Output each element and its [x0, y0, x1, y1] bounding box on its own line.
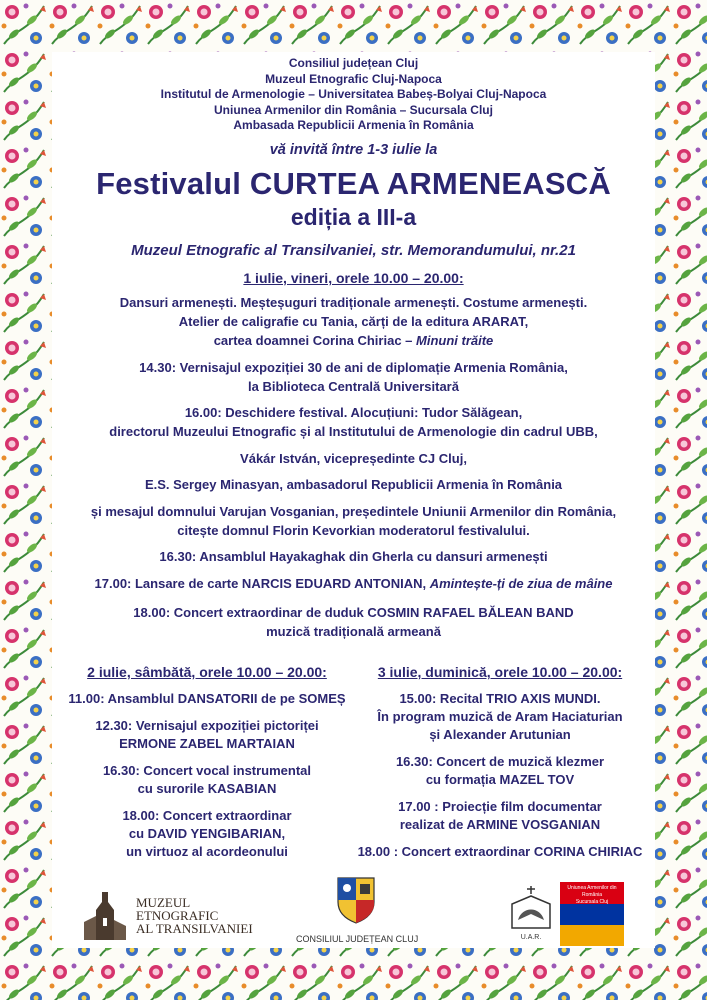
text-line: 14.30: Vernisajul expoziției 30 de ani de diplomație Armenia România, — [139, 360, 568, 375]
day2-event — [62, 717, 352, 753]
text-line: și mesajul domnului Varujan Vosganian, președintele Uniunii Armenilor din România, — [90, 504, 617, 519]
day3-header: 3 iulie, duminică, orele 10.00 – 20.00: — [377, 664, 623, 680]
text-line: Dansuri armenești. Meșteșuguri tradiționale armenești. Costume armenești. — [119, 295, 588, 310]
day3-event — [352, 690, 648, 744]
council-logo — [296, 876, 419, 948]
text-segment: cartea doamnei Corina Chiriac – — [213, 333, 416, 348]
day1-paragraph-1 — [0, 293, 707, 350]
organizer-line: Uniunea Armenilor din România – Sucursala Cluj — [214, 102, 493, 117]
armenian-union-flag — [560, 882, 624, 946]
text-line: cu formația MAZEL TOV — [425, 772, 575, 787]
eagle-icon — [508, 884, 554, 936]
text-segment: 17.00: Lansare de carte NARCIS EDUARD ANTONIAN, — [94, 576, 430, 591]
organizer-line: Muzeul Etnografic Cluj-Napoca — [265, 71, 442, 86]
text-line: un virtuoz al acordeonului — [126, 844, 288, 859]
day3-column — [352, 664, 648, 870]
day1-paragraph-9 — [0, 603, 707, 641]
venue-line: Muzeul Etnografic al Transilvaniei, str. Memorandumului, nr.21 — [131, 242, 576, 259]
text-line: 12.30: Vernisajul expoziției pictoriței — [95, 718, 319, 733]
church-icon — [80, 888, 130, 944]
text-line: și Alexander Arutunian — [429, 727, 571, 742]
day2-event — [62, 762, 352, 798]
text-line: 15.00: Recital TRIO AXIS MUNDI. — [399, 691, 601, 706]
text-line: 16.00: Deschidere festival. Alocuțiuni: Tudor Sălăgean, — [184, 405, 523, 420]
invitation-line: vă invită între 1-3 iulie la — [269, 142, 438, 158]
day1-header: 1 iulie, vineri, orele 10.00 – 20.00: — [243, 270, 464, 286]
book-title: Amintește-ți de ziua de mâine — [429, 576, 613, 591]
uar-logo-text: U.A.R. — [520, 934, 542, 941]
flag-blue-stripe — [560, 904, 624, 925]
book-title: Minuni trăite — [416, 333, 494, 348]
day2-event — [62, 807, 352, 861]
flag-orange-stripe — [560, 925, 624, 946]
organizer-line: Consiliul județean Cluj — [288, 56, 419, 70]
day3-event — [352, 798, 648, 834]
text-line: cu surorile KASABIAN — [137, 781, 277, 796]
text-line: citește domnul Florin Kevorkian moderatorul festivalului. — [177, 523, 530, 538]
text-line: 16.30: Concert vocal instrumental — [102, 763, 312, 778]
day1-paragraph-5: E.S. Sergey Minasyan, ambasadorul Republicii Armenia în România — [144, 477, 563, 492]
museum-logo-line: ETNOGRAFIC — [136, 908, 219, 923]
text-line — [0, 331, 707, 350]
text-line: muzică tradițională armeană — [266, 624, 441, 639]
day1-paragraph-8 — [0, 574, 707, 593]
flag-text-line: Uniunea Armenilor din România — [567, 885, 617, 898]
museum-logo-line: MUZEUL — [136, 895, 191, 910]
flag-red-stripe — [560, 882, 624, 904]
day2-column — [62, 664, 352, 870]
day1-paragraph-3 — [0, 403, 707, 441]
council-logo-text: CONSILIUL JUDEȚEAN CLUJ — [296, 934, 419, 944]
text-line: 17.00 : Proiecție film documentar — [398, 799, 602, 814]
day2-event — [62, 690, 352, 708]
day3-event — [352, 753, 648, 789]
day1-paragraph-2 — [0, 358, 707, 396]
text-line: Atelier de caligrafie cu Tania, cărți de la editura ARARAT, — [178, 314, 529, 329]
organizers-block — [0, 56, 707, 134]
day1-paragraph-4: Vákár István, vicepreședinte CJ Cluj, — [240, 451, 467, 466]
organizer-line: Institutul de Armenologie – Universitatea Babeș-Bolyai Cluj-Napoca — [160, 87, 547, 101]
text-line: 18.00: Concert extraordinar de duduk COSMIN RAFAEL BĂLEAN BAND — [133, 605, 574, 620]
text-line: 18.00: Concert extraordinar — [122, 808, 292, 823]
text-line: 11.00: Ansamblul DANSATORII de pe SOMEȘ — [68, 691, 346, 706]
text-line: cu DAVID YENGIBARIAN, — [128, 826, 286, 841]
museum-logo — [80, 888, 260, 948]
text-line: la Biblioteca Centrală Universitară — [248, 379, 459, 394]
text-line: 18.00 : Concert extraordinar CORINA CHIRIAC — [357, 844, 643, 859]
day2-header: 2 iulie, sâmbătă, orele 10.00 – 20.00: — [87, 664, 327, 680]
flag-text-line: Sucursala Cluj — [575, 899, 609, 904]
day1-paragraph-7: 16.30: Ansamblul Hayakaghak din Gherla cu dansuri armenești — [159, 549, 548, 564]
text-line: 16.30: Concert de muzică klezmer — [395, 754, 605, 769]
text-line: ERMONE ZABEL MARTAIAN — [119, 736, 295, 751]
day3-event — [352, 843, 648, 861]
day1-paragraph-6 — [0, 502, 707, 540]
organizer-line: Ambasada Republicii Armenia în România — [233, 118, 474, 132]
text-line: În program muzică de Aram Haciaturian — [377, 709, 623, 724]
text-line: realizat de ARMINE VOSGANIAN — [399, 817, 601, 832]
museum-logo-line: AL TRANSILVANIEI — [136, 921, 253, 936]
festival-title: Festivalul CURTEA ARMENEASCĂ — [96, 166, 611, 201]
edition-line: ediția a III-a — [290, 204, 417, 230]
coat-of-arms-icon — [336, 876, 376, 924]
text-line: directorul Muzeului Etnografic și al Institutului de Armenologie din cadrul UBB, — [109, 424, 598, 439]
uar-logo — [508, 884, 554, 944]
